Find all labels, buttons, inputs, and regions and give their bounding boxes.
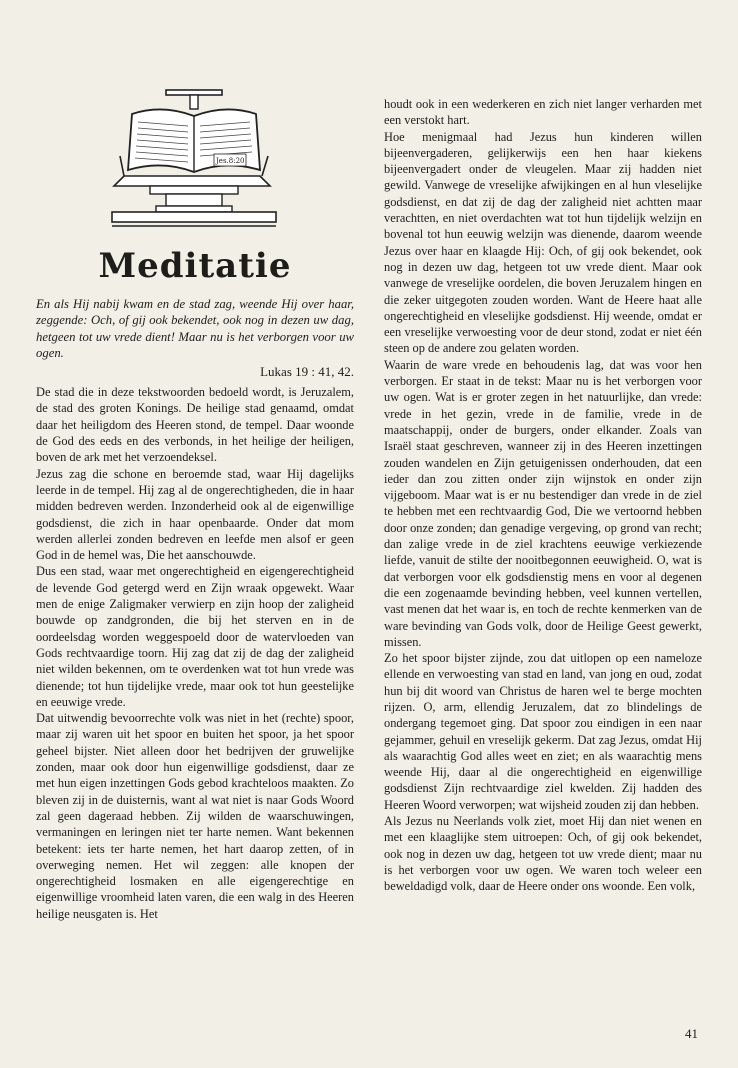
left-column [36, 86, 354, 922]
paragraph: Dat uitwendig bevoorrechte volk was niet in het (rechte) spoor, maar zij waren uit het spoor en buiten het spoor, ja het spoor geheel bijster. Niet alleen door het bedrijven der gruwelijke zonden, maar ook door hun eigenwillige godsdienst, daar ze met hun eigen inzettingen Gods gebod krachteloos maakten. Zo bleven zij in de duisternis, want al wat niet is naar Gods Woord zal geen dageraad hebben. Zij wilden de waarschuwingen, vermaningen en leringen niet ter harte nemen. Want bekennen betekent: iets ter harte nemen, het hart daarop zetten, of in overweging nemen. Het wil zeggen: alle knopen der ongerechtigheid losmaken en alle eigengerechtige en eigenwillige vroomheid laten varen, die een walg in des Heeren heilige neusgaten is. Het [36, 711, 354, 921]
open-book-on-lectern-icon [110, 86, 280, 236]
paragraph: De stad die in deze tekstwoorden bedoeld wordt, is Jeruzalem, de stad des groten Konings. De heilige stad genaamd, omdat daar het heiligdom des Heeren stond, de tempel. Daar woonde de God des eeds en des verbonds, in het heilige der heiligen, boven de ark met het verzoendeksel. [36, 385, 354, 465]
scripture-quote [36, 296, 354, 361]
paragraph: Dus een stad, waar met ongerechtigheid en eigengerechtigheid de levende God getergd werd en Zijn wraak opgewekt. Waar men de enige Zaligmaker verwierp en zijn hoop der zaligheid bouwde op zandgronden, die bij het sterven en in de oordeelsdag worden weggespoeld door de watervloeden van Gods rechtvaardige toorn. Hij zag dat zij de dag der zaligheid niet wilden bekennen, om te overdenken wat tot hun vrede was dienende; tot hun tijdelijke vrede, maar ook tot hun geestelijke en eeuwige vrede. [36, 564, 354, 709]
page-title: Meditatie [98, 246, 292, 286]
paragraph: Jezus zag die schone en beroemde stad, waar Hij dagelijks leerde in de tempel. Hij zag al de ongerechtigheden, die in haar midden bedreven werden. Inzonderheid ook al de eigenwillige godsdienst, die zich in haar openbaarde. Onder dat mom werden allerlei zonden bedreven en leefde men alsof er geen God in de hemel was, Die het aanschouwde. [36, 466, 354, 563]
right-column [384, 96, 702, 895]
scripture-reference: Lukas 19 : 41, 42. [260, 364, 354, 380]
quote-text: En als Hij nabij kwam en de stad zag, weende Hij over haar, zeggende: Och, of gij ook bekendet, ook nog in dezen uw dag, hetgeen tot uw vrede dient! Maar nu is het verborgen voor uw ogen. [36, 297, 354, 360]
meditatie-emblem [36, 86, 354, 236]
paragraph: houdt ook in een wederkeren en zich niet langer verharden met een verstokt hart. [384, 97, 702, 128]
left-body-text [36, 384, 354, 922]
paragraph: Zo het spoor bijster zijnde, zou dat uitlopen op een nameloze ellende en verwoesting van stad en land, van jong en oud, zodat hun bij dit woord van Christus de haren wel te berge mochten rijzen. O, arm, ellendig Jeruzalem, dat zo blindelings de ondergang tegemoet ging. Dat spoor zou eindigen in een naar gejammer, gehuil en vreselijk gekerm. Dat zag Jezus, omdat Hij als waarachtig God alles weet en ziet; en als waarachtig mens weende Hij, daar al die ongerechtigheid en eigenwillige godsdienst Zijn rechtvaardige ziel kwelden. Zij hadden des Heeren Woord verworpen; wat wijsheid zouden zij dan hebben. [384, 651, 702, 812]
book-inscription: Jes.8:20 [216, 157, 245, 165]
paragraph: Waarin de ware vrede en behoudenis lag, dat was voor hen verborgen. Er staat in de tekst: Maar nu is het verborgen voor uw ogen. Wat is er groter zegen in het natuurlijke, dan vrede: vrede in het gezin, vrede in de familie, vrede in de maatschappij, onder de burgers, onder elkander. Zoals van Israël staat geschreven, wanneer zij in des Heeren inzettingen zouden wandelen en Zijn getuigenissen onderhouden, dat een ieder dan zou zitten onder zijn wijnstok en onder zijn vijgeboom. Maar wat is er nu bestendiger dan vrede in de ziel te hebben met een rechtvaardig God, Die we vertoornd hebben door onze zonden; dan genadige vergeving, op grond van recht; dan zalige vrede in de ziel krachtens eeuwige verkiezende liefde, vanuit de stilte der nooitbegonnen eeuwigheid. O, wat is dat verborgen voor elk godsdienstig mens en voor al degenen die een zogenaamde bevinding hebben, veel kunnen vertellen, vast menen dat het waar is, en toch de rechte kenmerken van de ware bevinding van Gods volk, door de Heilige Geest gewerkt, missen. [384, 357, 702, 649]
paragraph: Hoe menigmaal had Jezus hun kinderen willen bijeenvergaderen, gelijkerwijs een hen haar kiekens bijeenvergadert onder de vleugelen. Maar zij hadden niet gewild. Vanwege de vreselijke afwijkingen en al hun vleselijke godsdienst, en dat zij de dag der zaligheid niet achtten maar verachtten, en niet overdachten wat tot hun tijdelijk welzijn en bovenal tot hun eeuwig welzijn was dienende, daarom weende Jezus over haar en klaagde Hij: Och, of gij ook bekendet, ook nog in dezen uw dag, hetgeen tot uw vrede dient. Maar ook vanwege de vreselijke oordelen, die boven Jeruzalem hingen en die zeker uitgegoten zouden worden. Want de Heere haat alle ongerechtigheid en vleselijke godsdienst. Hij weende, omdat er een vreselijke verwoesting voor de deur stond, zodat er niet één steen op de andere zou gelaten worden. [384, 129, 702, 356]
page-number: 41 [685, 1026, 698, 1041]
paragraph: Als Jezus nu Neerlands volk ziet, moet Hij dan niet wenen en met een klaaglijke stem uitroepen: Och, of gij ook bekendet, ook nog in dezen uw dag, hetgeen tot uw vrede dient; maar nu is het verborgen voor uw ogen. We waren toch weleer een beweldadigd volk, daar de Heere onder ons woonde. Een volk, [384, 814, 702, 894]
